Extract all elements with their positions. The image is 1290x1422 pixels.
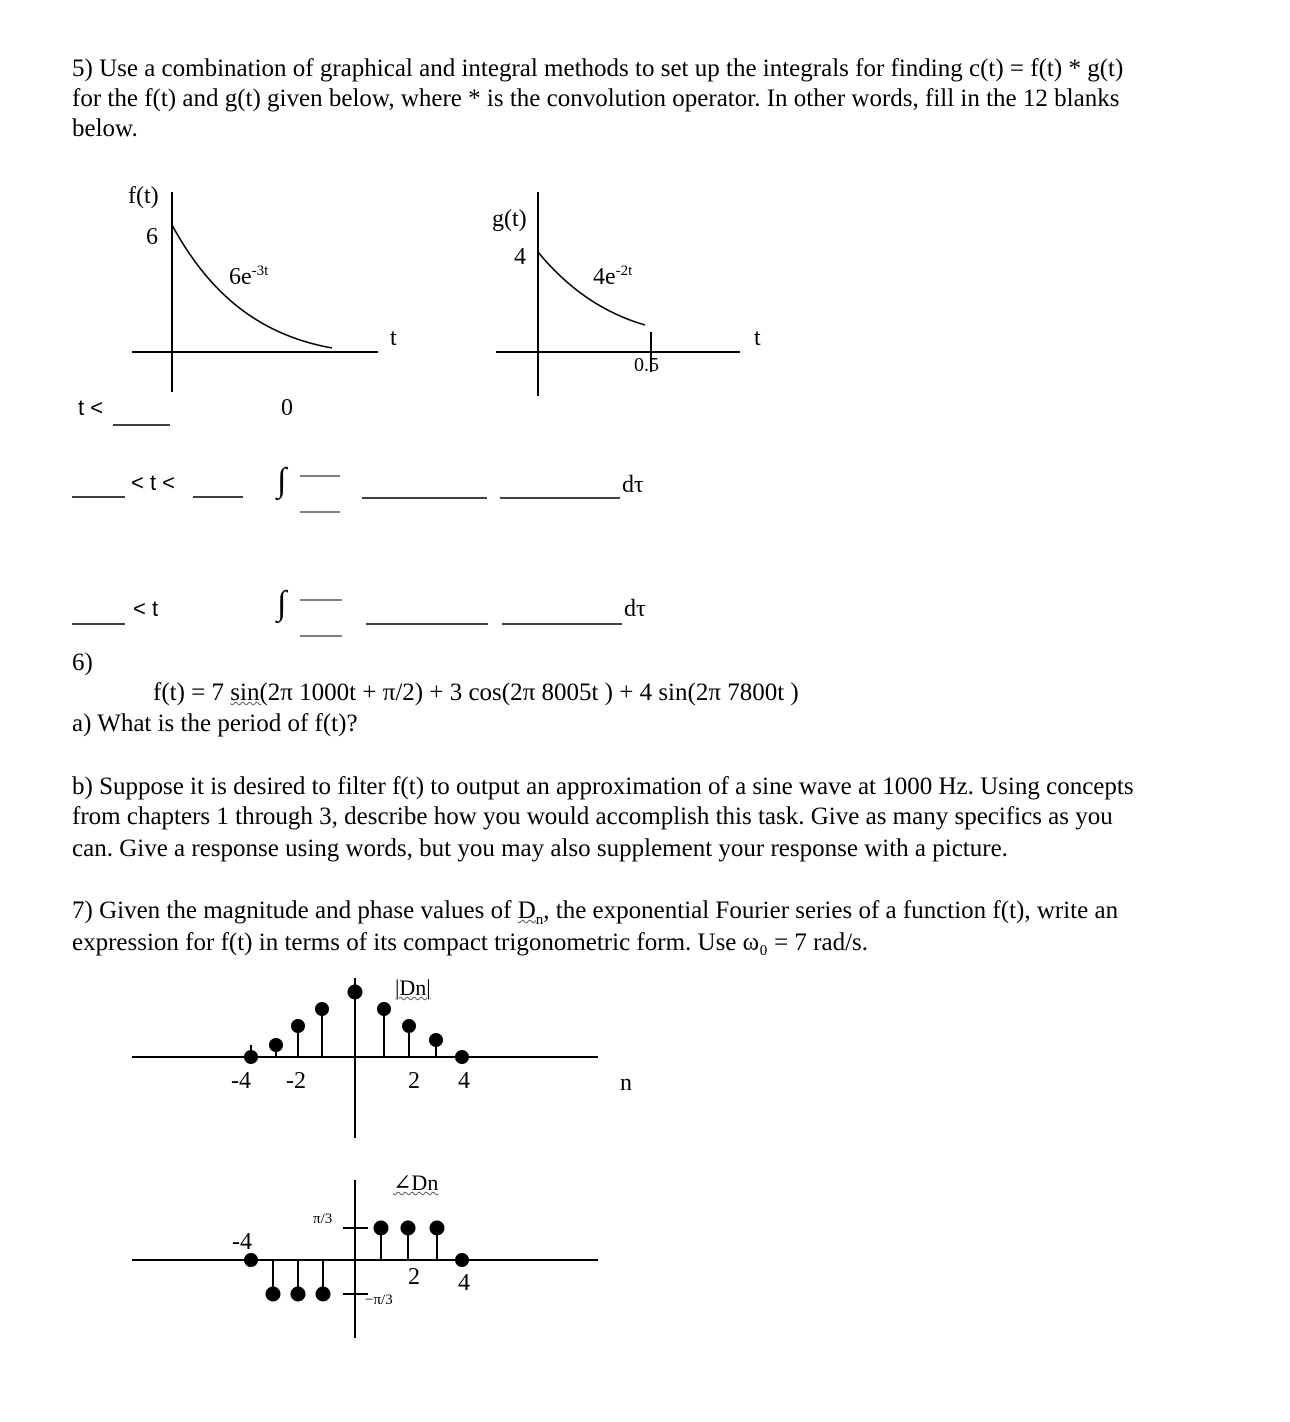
f-plot <box>132 192 378 392</box>
phase-stem-n3 <box>431 1222 444 1235</box>
g-plot <box>496 192 740 396</box>
phase-stem-n1 <box>375 1222 388 1235</box>
p6-eq-post: 2π 1000t + π/2) + 3 cos(2π 8005t ) + 4 sin(2π 7800t ) <box>267 679 799 706</box>
p6-eq-pre: f(t) = 7 <box>153 679 231 706</box>
mag-stems <box>245 986 468 1064</box>
row2-dtau: dτ <box>622 472 644 498</box>
mag-tick-neg2: -2 <box>286 1068 306 1094</box>
stem-n4 <box>456 1051 468 1063</box>
p5-line3: below. <box>72 115 138 142</box>
p5-line2: for the f(t) and g(t) given below, where * is the convolution operator. In other words, fill in the 12 blanks <box>72 85 1120 112</box>
f-axis-label: f(t) <box>128 183 159 209</box>
f-t-label: t <box>390 325 397 351</box>
p7-line1-post: , the exponential Fourier series of a function f(t), write an <box>543 897 1119 924</box>
phase-stem-n2 <box>402 1222 415 1235</box>
stem-n-3 <box>270 1039 282 1051</box>
stem-n2 <box>403 1020 415 1032</box>
magnitude-plot <box>132 978 598 1138</box>
phase-plot-label: ∠Dn <box>393 1170 439 1195</box>
p6-qb-line3: can. Give a response using words, but you may also supplement your response with a picture. <box>72 835 1008 862</box>
phase-tick-4: 4 <box>458 1270 470 1296</box>
g-t-label: t <box>754 325 761 351</box>
p7-dn-d: D <box>517 897 536 924</box>
row2-range: < t < <box>131 470 176 495</box>
phase-stem-n-1 <box>317 1288 330 1301</box>
p6-equation <box>153 678 799 708</box>
stem-n-2 <box>292 1020 304 1032</box>
p6-qb-line2: from chapters 1 through 3, describe how you would accomplish this task. Give as many specifics as you <box>72 803 1113 830</box>
row1-zero: 0 <box>281 395 293 421</box>
phase-plot <box>132 1180 598 1338</box>
row3-integral: ∫ <box>277 585 287 622</box>
phase-tick-2: 2 <box>408 1264 420 1290</box>
f-peak-label: 6 <box>146 224 158 250</box>
f-expression <box>229 263 268 291</box>
phase-stem-n4 <box>456 1254 468 1266</box>
row3-range: < t <box>133 596 159 621</box>
g-expr-exp: -2t <box>615 263 633 279</box>
stem-n-1 <box>316 1003 328 1015</box>
g-expression <box>593 263 632 291</box>
mag-plot-label: |Dn| <box>395 975 431 1000</box>
row3-dtau: dτ <box>624 596 646 622</box>
p6-eq-sin: sin( <box>230 679 268 706</box>
g-tick-label: 0.5 <box>634 354 659 376</box>
p5-line1: 5) Use a combination of graphical and integral methods to set up the integrals for finding c(t) = f(t) * g(t) <box>72 55 1124 82</box>
p6-heading: 6) <box>72 649 93 676</box>
p7-dn <box>517 897 544 928</box>
p6-question-a: a) What is the period of f(t)? <box>72 710 358 737</box>
stem-n1 <box>378 1003 390 1015</box>
g-axis-label: g(t) <box>492 206 527 232</box>
p6-qb-line1: b) Suppose it is desired to filter f(t) to output an approximation of a sine wave at 1000 Hz. Using concepts <box>72 773 1134 800</box>
phase-stem-n-3 <box>267 1288 280 1301</box>
mag-tick-neg4: -4 <box>231 1068 251 1094</box>
p7-dn-n: n <box>535 912 544 928</box>
row2-integral: ∫ <box>277 462 287 499</box>
p7-line2: expression for f(t) in terms of its compact trigonometric form. Use ω₀ = 7 rad/s. <box>72 929 869 956</box>
f-expr-base: 6e <box>229 264 252 290</box>
mag-tick-2: 2 <box>408 1068 420 1094</box>
p7-line1-pre: 7) Given the magnitude and phase values of <box>72 897 518 924</box>
stem-n-4 <box>245 1051 257 1063</box>
phase-neg-label: −π/3 <box>365 1292 393 1308</box>
stem-n0 <box>349 986 362 999</box>
mag-tick-4: 4 <box>458 1068 470 1094</box>
mag-n-label: n <box>620 1070 632 1096</box>
f-expr-exp: -3t <box>251 263 269 279</box>
stem-n3 <box>430 1034 442 1046</box>
phase-tick-neg4: -4 <box>232 1229 252 1255</box>
row1-t-less: t < <box>78 395 104 420</box>
phase-pos-label: π/3 <box>313 1211 333 1227</box>
phase-stem-n-2 <box>292 1288 305 1301</box>
g-peak-label: 4 <box>514 244 526 270</box>
g-expr-base: 4e <box>593 264 616 290</box>
